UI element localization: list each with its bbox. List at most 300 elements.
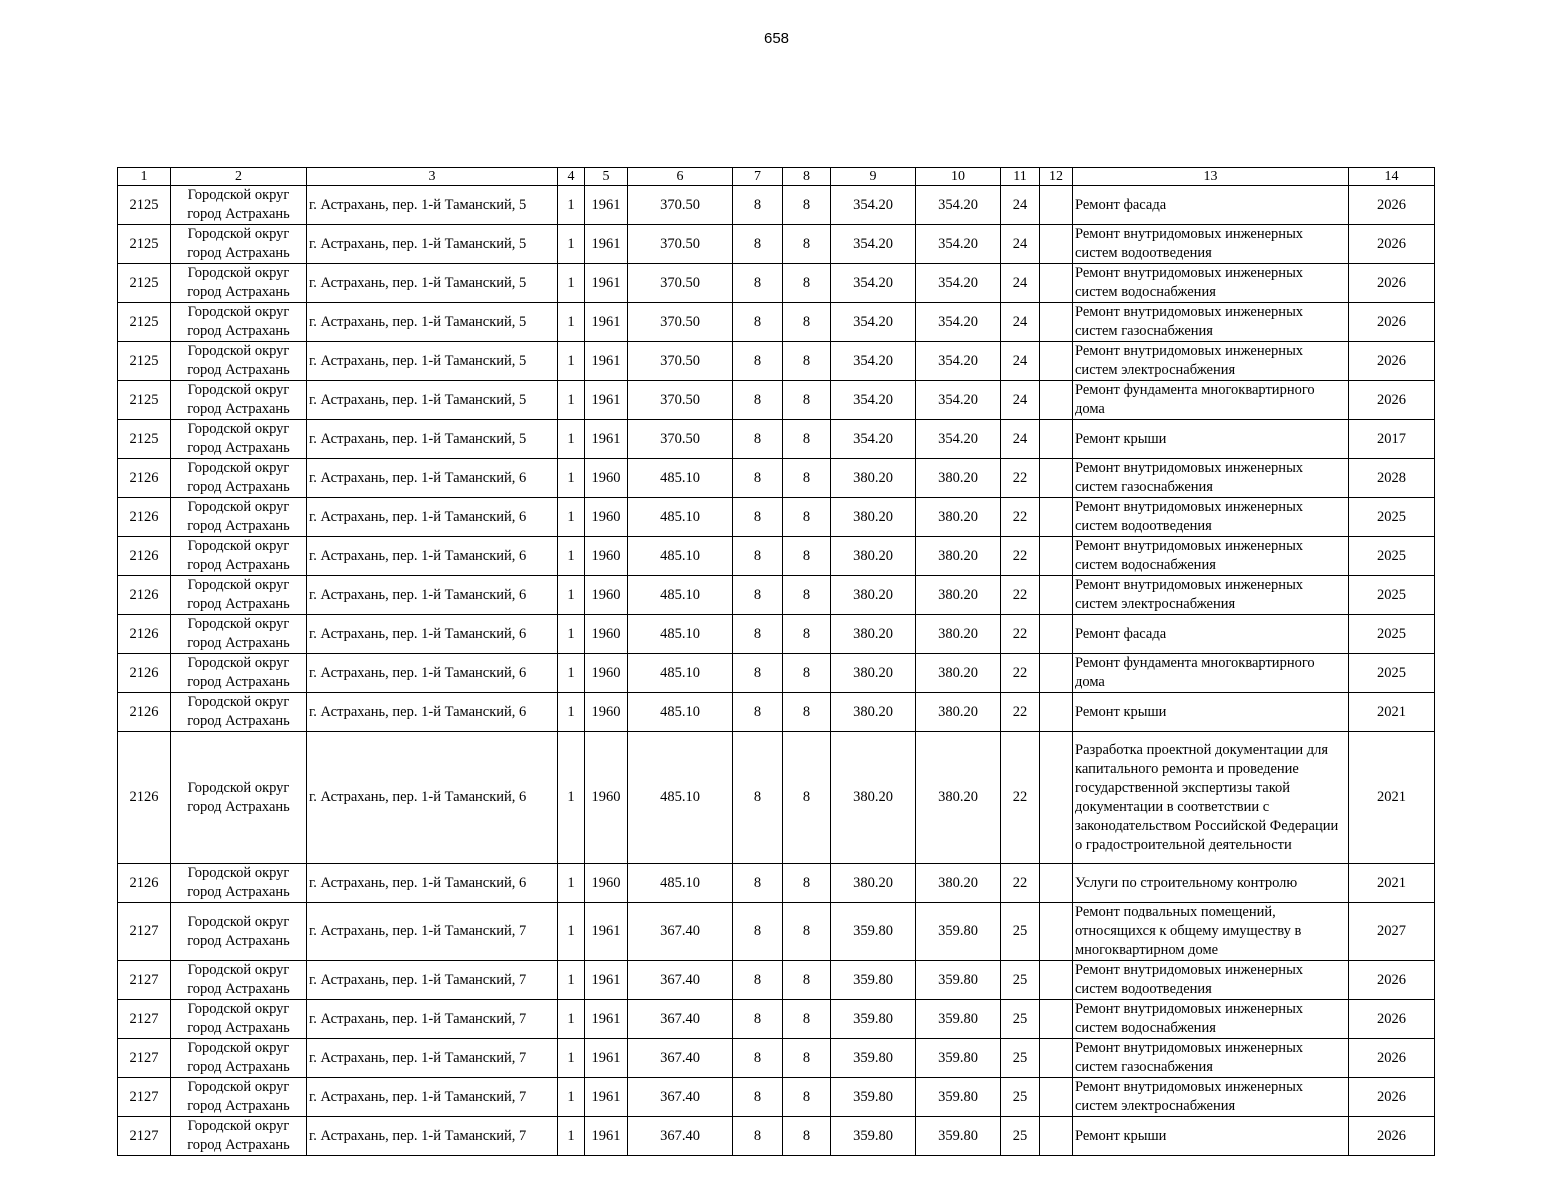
cell-c7: 8 — [733, 225, 783, 264]
cell-c5: 1961 — [585, 303, 628, 342]
cell-c8: 8 — [783, 961, 831, 1000]
cell-c2: Городской округ город Астрахань — [171, 420, 307, 459]
cell-c4: 1 — [558, 498, 585, 537]
cell-c2: Городской округ город Астрахань — [171, 732, 307, 864]
cell-c10: 359.80 — [916, 1078, 1001, 1117]
cell-c12 — [1040, 537, 1073, 576]
cell-c8: 8 — [783, 1000, 831, 1039]
cell-c3: г. Астрахань, пер. 1-й Таманский, 7 — [307, 1000, 558, 1039]
cell-c10: 354.20 — [916, 303, 1001, 342]
cell-c6: 370.50 — [628, 381, 733, 420]
cell-c7: 8 — [733, 1117, 783, 1156]
cell-c6: 367.40 — [628, 1117, 733, 1156]
cell-c1: 2126 — [118, 498, 171, 537]
cell-c4: 1 — [558, 693, 585, 732]
cell-c12 — [1040, 732, 1073, 864]
table-row — [118, 732, 1435, 864]
cell-c14: 2027 — [1349, 903, 1435, 961]
cell-c10: 354.20 — [916, 225, 1001, 264]
table-row — [118, 459, 1435, 498]
cell-c9: 359.80 — [831, 961, 916, 1000]
cell-c10: 380.20 — [916, 693, 1001, 732]
cell-c3: г. Астрахань, пер. 1-й Таманский, 5 — [307, 342, 558, 381]
cell-c9: 380.20 — [831, 693, 916, 732]
cell-c3: г. Астрахань, пер. 1-й Таманский, 6 — [307, 864, 558, 903]
cell-c6: 370.50 — [628, 264, 733, 303]
cell-c1: 2125 — [118, 381, 171, 420]
header-cell: 4 — [558, 168, 585, 186]
cell-c14: 2017 — [1349, 420, 1435, 459]
cell-c9: 380.20 — [831, 615, 916, 654]
cell-c11: 22 — [1001, 576, 1040, 615]
cell-c10: 359.80 — [916, 1039, 1001, 1078]
cell-c11: 22 — [1001, 864, 1040, 903]
cell-c13: Ремонт внутридомовых инженерных систем электроснабжения — [1073, 342, 1349, 381]
cell-c7: 8 — [733, 264, 783, 303]
cell-c2: Городской округ город Астрахань — [171, 1117, 307, 1156]
cell-c12 — [1040, 693, 1073, 732]
cell-c5: 1961 — [585, 903, 628, 961]
cell-c14: 2026 — [1349, 1039, 1435, 1078]
cell-c9: 354.20 — [831, 420, 916, 459]
table-row — [118, 576, 1435, 615]
cell-c12 — [1040, 498, 1073, 537]
cell-c9: 354.20 — [831, 225, 916, 264]
cell-c6: 367.40 — [628, 961, 733, 1000]
cell-c1: 2127 — [118, 961, 171, 1000]
header-cell: 9 — [831, 168, 916, 186]
cell-c1: 2125 — [118, 342, 171, 381]
cell-c5: 1960 — [585, 654, 628, 693]
cell-c13: Ремонт внутридомовых инженерных систем водоснабжения — [1073, 537, 1349, 576]
cell-c3: г. Астрахань, пер. 1-й Таманский, 5 — [307, 225, 558, 264]
cell-c10: 359.80 — [916, 961, 1001, 1000]
cell-c6: 485.10 — [628, 732, 733, 864]
cell-c12 — [1040, 342, 1073, 381]
cell-c4: 1 — [558, 961, 585, 1000]
cell-c12 — [1040, 1117, 1073, 1156]
cell-c13: Ремонт внутридомовых инженерных систем электроснабжения — [1073, 1078, 1349, 1117]
cell-c8: 8 — [783, 342, 831, 381]
cell-c6: 485.10 — [628, 498, 733, 537]
cell-c7: 8 — [733, 498, 783, 537]
cell-c6: 370.50 — [628, 303, 733, 342]
cell-c13: Разработка проектной документации для капитального ремонта и проведение государственной экспертизы такой документации в соответствии с законодательством Российской Федерации о градостроительной деятельности — [1073, 732, 1349, 864]
cell-c8: 8 — [783, 1078, 831, 1117]
cell-c11: 24 — [1001, 381, 1040, 420]
cell-c1: 2126 — [118, 576, 171, 615]
cell-c4: 1 — [558, 1039, 585, 1078]
header-cell: 2 — [171, 168, 307, 186]
cell-c6: 370.50 — [628, 186, 733, 225]
cell-c13: Ремонт внутридомовых инженерных систем водоснабжения — [1073, 264, 1349, 303]
cell-c9: 359.80 — [831, 1117, 916, 1156]
cell-c14: 2026 — [1349, 961, 1435, 1000]
cell-c6: 367.40 — [628, 903, 733, 961]
cell-c13: Ремонт фундамента многоквартирного дома — [1073, 381, 1349, 420]
header-cell: 12 — [1040, 168, 1073, 186]
cell-c5: 1961 — [585, 420, 628, 459]
cell-c12 — [1040, 225, 1073, 264]
cell-c14: 2025 — [1349, 576, 1435, 615]
cell-c9: 354.20 — [831, 186, 916, 225]
table-row — [118, 615, 1435, 654]
cell-c4: 1 — [558, 615, 585, 654]
cell-c11: 22 — [1001, 732, 1040, 864]
table-row — [118, 537, 1435, 576]
table-row — [118, 693, 1435, 732]
cell-c14: 2026 — [1349, 225, 1435, 264]
cell-c5: 1961 — [585, 381, 628, 420]
cell-c2: Городской округ город Астрахань — [171, 537, 307, 576]
cell-c7: 8 — [733, 732, 783, 864]
cell-c14: 2021 — [1349, 864, 1435, 903]
cell-c7: 8 — [733, 303, 783, 342]
cell-c10: 354.20 — [916, 264, 1001, 303]
cell-c2: Городской округ город Астрахань — [171, 264, 307, 303]
cell-c4: 1 — [558, 864, 585, 903]
cell-c13: Ремонт внутридомовых инженерных систем водоснабжения — [1073, 1000, 1349, 1039]
cell-c8: 8 — [783, 732, 831, 864]
cell-c7: 8 — [733, 381, 783, 420]
cell-c1: 2126 — [118, 732, 171, 864]
table-row — [118, 654, 1435, 693]
cell-c1: 2125 — [118, 264, 171, 303]
cell-c5: 1961 — [585, 1117, 628, 1156]
cell-c8: 8 — [783, 186, 831, 225]
cell-c7: 8 — [733, 693, 783, 732]
cell-c10: 380.20 — [916, 615, 1001, 654]
header-cell: 14 — [1349, 168, 1435, 186]
cell-c4: 1 — [558, 381, 585, 420]
cell-c4: 1 — [558, 732, 585, 864]
table-row — [118, 1039, 1435, 1078]
cell-c5: 1960 — [585, 537, 628, 576]
cell-c3: г. Астрахань, пер. 1-й Таманский, 5 — [307, 264, 558, 303]
cell-c3: г. Астрахань, пер. 1-й Таманский, 6 — [307, 537, 558, 576]
cell-c10: 380.20 — [916, 732, 1001, 864]
cell-c11: 25 — [1001, 1078, 1040, 1117]
cell-c6: 485.10 — [628, 537, 733, 576]
table-row — [118, 1078, 1435, 1117]
cell-c2: Городской округ город Астрахань — [171, 1000, 307, 1039]
cell-c8: 8 — [783, 459, 831, 498]
cell-c7: 8 — [733, 186, 783, 225]
cell-c12 — [1040, 615, 1073, 654]
cell-c1: 2125 — [118, 186, 171, 225]
cell-c5: 1961 — [585, 1039, 628, 1078]
cell-c7: 8 — [733, 420, 783, 459]
header-cell: 13 — [1073, 168, 1349, 186]
cell-c6: 367.40 — [628, 1039, 733, 1078]
cell-c7: 8 — [733, 864, 783, 903]
cell-c7: 8 — [733, 961, 783, 1000]
cell-c6: 485.10 — [628, 459, 733, 498]
cell-c4: 1 — [558, 186, 585, 225]
cell-c5: 1961 — [585, 1000, 628, 1039]
cell-c12 — [1040, 961, 1073, 1000]
cell-c5: 1961 — [585, 961, 628, 1000]
cell-c13: Ремонт крыши — [1073, 1117, 1349, 1156]
cell-c3: г. Астрахань, пер. 1-й Таманский, 6 — [307, 693, 558, 732]
cell-c3: г. Астрахань, пер. 1-й Таманский, 6 — [307, 654, 558, 693]
cell-c2: Городской округ город Астрахань — [171, 225, 307, 264]
header-cell: 6 — [628, 168, 733, 186]
cell-c4: 1 — [558, 459, 585, 498]
page-number: 658 — [763, 30, 790, 47]
cell-c12 — [1040, 264, 1073, 303]
cell-c10: 354.20 — [916, 342, 1001, 381]
cell-c8: 8 — [783, 225, 831, 264]
cell-c4: 1 — [558, 420, 585, 459]
cell-c1: 2126 — [118, 654, 171, 693]
cell-c7: 8 — [733, 654, 783, 693]
table-row — [118, 903, 1435, 961]
cell-c3: г. Астрахань, пер. 1-й Таманский, 6 — [307, 732, 558, 864]
cell-c8: 8 — [783, 615, 831, 654]
cell-c1: 2125 — [118, 420, 171, 459]
cell-c3: г. Астрахань, пер. 1-й Таманский, 6 — [307, 459, 558, 498]
cell-c8: 8 — [783, 420, 831, 459]
table-row — [118, 264, 1435, 303]
cell-c12 — [1040, 1078, 1073, 1117]
cell-c2: Городской округ город Астрахань — [171, 961, 307, 1000]
cell-c12 — [1040, 420, 1073, 459]
cell-c11: 22 — [1001, 498, 1040, 537]
cell-c2: Городской округ город Астрахань — [171, 1078, 307, 1117]
cell-c5: 1960 — [585, 693, 628, 732]
cell-c5: 1960 — [585, 576, 628, 615]
cell-c10: 380.20 — [916, 864, 1001, 903]
cell-c13: Ремонт внутридомовых инженерных систем газоснабжения — [1073, 459, 1349, 498]
cell-c5: 1961 — [585, 264, 628, 303]
cell-c8: 8 — [783, 654, 831, 693]
cell-c9: 359.80 — [831, 1039, 916, 1078]
cell-c10: 380.20 — [916, 459, 1001, 498]
cell-c14: 2025 — [1349, 654, 1435, 693]
cell-c6: 485.10 — [628, 654, 733, 693]
cell-c13: Ремонт внутридомовых инженерных систем газоснабжения — [1073, 1039, 1349, 1078]
cell-c2: Городской округ город Астрахань — [171, 342, 307, 381]
cell-c12 — [1040, 459, 1073, 498]
cell-c11: 24 — [1001, 420, 1040, 459]
cell-c7: 8 — [733, 576, 783, 615]
cell-c8: 8 — [783, 693, 831, 732]
header-row — [118, 168, 1435, 186]
cell-c2: Городской округ город Астрахань — [171, 1039, 307, 1078]
table-row — [118, 225, 1435, 264]
cell-c10: 359.80 — [916, 903, 1001, 961]
cell-c2: Городской округ город Астрахань — [171, 903, 307, 961]
cell-c11: 22 — [1001, 615, 1040, 654]
cell-c13: Ремонт фундамента многоквартирного дома — [1073, 654, 1349, 693]
cell-c6: 485.10 — [628, 576, 733, 615]
cell-c10: 380.20 — [916, 576, 1001, 615]
cell-c1: 2126 — [118, 693, 171, 732]
cell-c14: 2026 — [1349, 1117, 1435, 1156]
cell-c1: 2126 — [118, 864, 171, 903]
cell-c3: г. Астрахань, пер. 1-й Таманский, 5 — [307, 303, 558, 342]
cell-c3: г. Астрахань, пер. 1-й Таманский, 6 — [307, 576, 558, 615]
cell-c8: 8 — [783, 864, 831, 903]
cell-c10: 380.20 — [916, 654, 1001, 693]
cell-c10: 359.80 — [916, 1000, 1001, 1039]
cell-c2: Городской округ город Астрахань — [171, 498, 307, 537]
cell-c1: 2126 — [118, 459, 171, 498]
cell-c13: Ремонт фасада — [1073, 615, 1349, 654]
cell-c1: 2126 — [118, 537, 171, 576]
cell-c6: 370.50 — [628, 420, 733, 459]
header-cell: 8 — [783, 168, 831, 186]
cell-c14: 2026 — [1349, 381, 1435, 420]
cell-c14: 2026 — [1349, 342, 1435, 381]
cell-c14: 2025 — [1349, 498, 1435, 537]
table-row — [118, 961, 1435, 1000]
header-cell: 3 — [307, 168, 558, 186]
cell-c11: 25 — [1001, 1039, 1040, 1078]
cell-c1: 2127 — [118, 1039, 171, 1078]
cell-c11: 22 — [1001, 654, 1040, 693]
cell-c2: Городской округ город Астрахань — [171, 654, 307, 693]
cell-c8: 8 — [783, 1117, 831, 1156]
cell-c11: 24 — [1001, 342, 1040, 381]
cell-c8: 8 — [783, 498, 831, 537]
cell-c8: 8 — [783, 264, 831, 303]
cell-c6: 367.40 — [628, 1078, 733, 1117]
cell-c7: 8 — [733, 1039, 783, 1078]
cell-c12 — [1040, 1000, 1073, 1039]
cell-c4: 1 — [558, 576, 585, 615]
cell-c9: 380.20 — [831, 459, 916, 498]
cell-c12 — [1040, 303, 1073, 342]
cell-c1: 2127 — [118, 903, 171, 961]
cell-c7: 8 — [733, 615, 783, 654]
cell-c11: 24 — [1001, 225, 1040, 264]
cell-c4: 1 — [558, 264, 585, 303]
cell-c7: 8 — [733, 537, 783, 576]
cell-c1: 2127 — [118, 1117, 171, 1156]
cell-c8: 8 — [783, 1039, 831, 1078]
cell-c6: 485.10 — [628, 864, 733, 903]
cell-c14: 2021 — [1349, 732, 1435, 864]
cell-c10: 354.20 — [916, 186, 1001, 225]
cell-c5: 1961 — [585, 1078, 628, 1117]
cell-c3: г. Астрахань, пер. 1-й Таманский, 5 — [307, 381, 558, 420]
cell-c7: 8 — [733, 903, 783, 961]
cell-c12 — [1040, 654, 1073, 693]
table-row — [118, 342, 1435, 381]
cell-c11: 22 — [1001, 459, 1040, 498]
cell-c3: г. Астрахань, пер. 1-й Таманский, 7 — [307, 903, 558, 961]
cell-c5: 1960 — [585, 615, 628, 654]
cell-c5: 1960 — [585, 732, 628, 864]
cell-c6: 370.50 — [628, 225, 733, 264]
table-row — [118, 420, 1435, 459]
cell-c4: 1 — [558, 537, 585, 576]
cell-c9: 359.80 — [831, 1000, 916, 1039]
cell-c2: Городской округ город Астрахань — [171, 381, 307, 420]
cell-c9: 354.20 — [831, 381, 916, 420]
cell-c9: 359.80 — [831, 903, 916, 961]
cell-c14: 2026 — [1349, 264, 1435, 303]
cell-c12 — [1040, 576, 1073, 615]
cell-c13: Услуги по строительному контролю — [1073, 864, 1349, 903]
cell-c11: 25 — [1001, 1000, 1040, 1039]
table-row — [118, 381, 1435, 420]
cell-c2: Городской округ город Астрахань — [171, 615, 307, 654]
cell-c12 — [1040, 381, 1073, 420]
table-row — [118, 303, 1435, 342]
cell-c11: 22 — [1001, 537, 1040, 576]
table-row — [118, 186, 1435, 225]
cell-c5: 1960 — [585, 864, 628, 903]
cell-c2: Городской округ город Астрахань — [171, 186, 307, 225]
cell-c3: г. Астрахань, пер. 1-й Таманский, 5 — [307, 186, 558, 225]
cell-c3: г. Астрахань, пер. 1-й Таманский, 7 — [307, 1039, 558, 1078]
table-row — [118, 1117, 1435, 1156]
cell-c13: Ремонт внутридомовых инженерных систем водоотведения — [1073, 961, 1349, 1000]
cell-c1: 2125 — [118, 303, 171, 342]
cell-c7: 8 — [733, 342, 783, 381]
cell-c13: Ремонт внутридомовых инженерных систем водоотведения — [1073, 225, 1349, 264]
cell-c4: 1 — [558, 903, 585, 961]
cell-c12 — [1040, 1039, 1073, 1078]
cell-c6: 485.10 — [628, 693, 733, 732]
cell-c11: 24 — [1001, 303, 1040, 342]
table-row — [118, 864, 1435, 903]
cell-c1: 2125 — [118, 225, 171, 264]
cell-c2: Городской округ город Астрахань — [171, 459, 307, 498]
cell-c9: 354.20 — [831, 303, 916, 342]
cell-c12 — [1040, 186, 1073, 225]
cell-c6: 370.50 — [628, 342, 733, 381]
cell-c8: 8 — [783, 903, 831, 961]
cell-c5: 1961 — [585, 225, 628, 264]
cell-c9: 380.20 — [831, 732, 916, 864]
cell-c11: 25 — [1001, 1117, 1040, 1156]
cell-c14: 2026 — [1349, 1000, 1435, 1039]
cell-c13: Ремонт внутридомовых инженерных систем водоотведения — [1073, 498, 1349, 537]
cell-c9: 380.20 — [831, 498, 916, 537]
cell-c14: 2026 — [1349, 1078, 1435, 1117]
cell-c9: 380.20 — [831, 576, 916, 615]
cell-c4: 1 — [558, 303, 585, 342]
table-row — [118, 1000, 1435, 1039]
cell-c13: Ремонт крыши — [1073, 420, 1349, 459]
cell-c13: Ремонт внутридомовых инженерных систем газоснабжения — [1073, 303, 1349, 342]
cell-c5: 1960 — [585, 498, 628, 537]
cell-c6: 485.10 — [628, 615, 733, 654]
cell-c10: 354.20 — [916, 420, 1001, 459]
cell-c12 — [1040, 864, 1073, 903]
cell-c11: 25 — [1001, 961, 1040, 1000]
cell-c8: 8 — [783, 303, 831, 342]
header-cell: 1 — [118, 168, 171, 186]
cell-c3: г. Астрахань, пер. 1-й Таманский, 6 — [307, 498, 558, 537]
cell-c13: Ремонт внутридомовых инженерных систем электроснабжения — [1073, 576, 1349, 615]
cell-c1: 2127 — [118, 1000, 171, 1039]
cell-c10: 380.20 — [916, 537, 1001, 576]
cell-c11: 25 — [1001, 903, 1040, 961]
cell-c4: 1 — [558, 1078, 585, 1117]
cell-c9: 380.20 — [831, 537, 916, 576]
cell-c7: 8 — [733, 459, 783, 498]
cell-c14: 2025 — [1349, 537, 1435, 576]
cell-c10: 380.20 — [916, 498, 1001, 537]
cell-c9: 354.20 — [831, 264, 916, 303]
cell-c3: г. Астрахань, пер. 1-й Таманский, 5 — [307, 420, 558, 459]
table-row — [118, 498, 1435, 537]
